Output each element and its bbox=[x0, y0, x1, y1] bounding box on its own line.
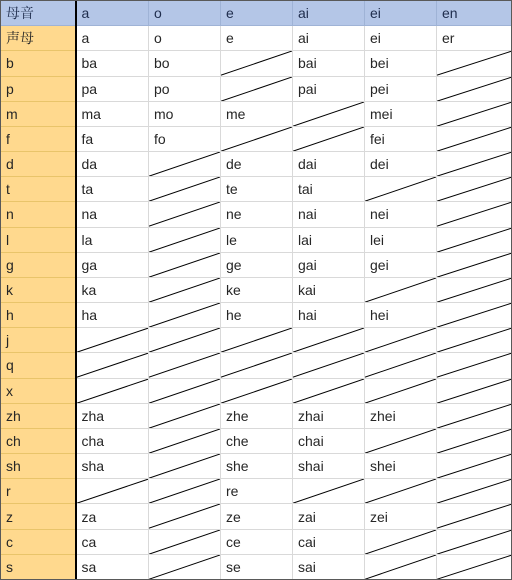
syllable-cell[interactable]: bo bbox=[149, 51, 221, 76]
syllable-cell[interactable]: shei bbox=[365, 454, 437, 479]
empty-cell-struck[interactable] bbox=[437, 101, 512, 126]
diagonal-strike bbox=[77, 479, 149, 503]
syllable-cell[interactable]: mei bbox=[365, 101, 437, 126]
syllable-cell[interactable]: er bbox=[437, 26, 512, 51]
diagonal-strike bbox=[221, 379, 292, 403]
vowel-header-cell[interactable]: en bbox=[437, 1, 512, 26]
diagonal-strike bbox=[221, 77, 292, 101]
diagonal-strike bbox=[437, 253, 512, 277]
diagonal-strike bbox=[149, 404, 220, 428]
syllable-cell[interactable]: le bbox=[221, 227, 293, 252]
diagonal-strike bbox=[149, 177, 220, 201]
empty-cell-struck[interactable] bbox=[149, 252, 221, 277]
syllable-cell[interactable]: ce bbox=[221, 529, 293, 554]
initial-label-cell[interactable]: 声母 bbox=[1, 26, 76, 51]
table-row bbox=[1, 51, 512, 76]
syllable-cell[interactable]: sai bbox=[293, 554, 365, 579]
diagonal-strike bbox=[365, 555, 436, 579]
syllable-cell[interactable]: re bbox=[221, 479, 293, 504]
empty-cell-struck[interactable] bbox=[365, 177, 437, 202]
syllable-cell[interactable]: me bbox=[221, 101, 293, 126]
initial-label-cell[interactable]: c bbox=[1, 529, 76, 554]
diagonal-strike bbox=[149, 253, 220, 277]
diagonal-strike bbox=[149, 303, 220, 327]
diagonal-strike bbox=[149, 278, 220, 302]
syllable-cell[interactable]: fo bbox=[149, 126, 221, 151]
syllable-cell[interactable]: dei bbox=[365, 152, 437, 177]
diagonal-strike bbox=[77, 353, 149, 377]
diagonal-strike bbox=[437, 228, 512, 252]
diagonal-strike bbox=[149, 328, 220, 352]
empty-cell-struck[interactable] bbox=[76, 378, 149, 403]
syllable-cell[interactable]: se bbox=[221, 554, 293, 579]
diagonal-strike bbox=[437, 504, 512, 528]
empty-cell-struck[interactable] bbox=[293, 353, 365, 378]
initial-label-cell[interactable]: j bbox=[1, 328, 76, 353]
syllable-cell[interactable]: zhai bbox=[293, 403, 365, 428]
diagonal-strike bbox=[149, 202, 220, 226]
syllable-cell[interactable]: tai bbox=[293, 177, 365, 202]
table-row bbox=[1, 479, 512, 504]
table-row bbox=[1, 252, 512, 277]
empty-cell-struck[interactable] bbox=[365, 529, 437, 554]
empty-cell-struck[interactable] bbox=[221, 51, 293, 76]
syllable-cell[interactable]: nei bbox=[365, 202, 437, 227]
empty-cell-struck[interactable] bbox=[149, 479, 221, 504]
diagonal-strike bbox=[293, 479, 364, 503]
empty-cell-struck[interactable] bbox=[293, 479, 365, 504]
diagonal-strike bbox=[149, 429, 220, 453]
empty-cell-struck[interactable] bbox=[365, 428, 437, 453]
syllable-cell[interactable]: shai bbox=[293, 454, 365, 479]
empty-cell-struck[interactable] bbox=[437, 353, 512, 378]
diagonal-strike bbox=[149, 379, 220, 403]
empty-cell-struck[interactable] bbox=[365, 479, 437, 504]
syllable-cell[interactable]: za bbox=[76, 504, 149, 529]
syllable-cell[interactable]: ta bbox=[76, 177, 149, 202]
empty-cell-struck[interactable] bbox=[76, 328, 149, 353]
syllable-cell[interactable]: che bbox=[221, 428, 293, 453]
empty-cell-struck[interactable] bbox=[437, 554, 512, 579]
table-row bbox=[1, 76, 512, 101]
empty-cell-struck[interactable] bbox=[437, 529, 512, 554]
diagonal-strike bbox=[437, 127, 512, 151]
initial-label-cell[interactable]: m bbox=[1, 101, 76, 126]
empty-cell-struck[interactable] bbox=[437, 202, 512, 227]
table-row bbox=[1, 353, 512, 378]
vowel-header-cell[interactable]: ai bbox=[293, 1, 365, 26]
syllable-cell[interactable]: ca bbox=[76, 529, 149, 554]
diagonal-strike bbox=[221, 353, 292, 377]
table-row bbox=[1, 554, 512, 579]
diagonal-strike bbox=[365, 353, 436, 377]
syllable-cell[interactable]: ge bbox=[221, 252, 293, 277]
syllable-cell[interactable]: ha bbox=[76, 303, 149, 328]
vowel-header-cell[interactable]: ei bbox=[365, 1, 437, 26]
diagonal-strike bbox=[437, 328, 512, 352]
empty-cell-struck[interactable] bbox=[437, 328, 512, 353]
initial-label-cell[interactable]: t bbox=[1, 177, 76, 202]
syllable-cell[interactable]: na bbox=[76, 202, 149, 227]
diagonal-strike bbox=[437, 77, 512, 101]
diagonal-strike bbox=[149, 504, 220, 528]
initial-label-cell[interactable]: d bbox=[1, 152, 76, 177]
syllable-cell[interactable]: zhe bbox=[221, 403, 293, 428]
syllable-cell[interactable]: o bbox=[149, 26, 221, 51]
empty-cell-struck[interactable] bbox=[437, 126, 512, 151]
initial-label-cell[interactable]: k bbox=[1, 277, 76, 302]
table-row bbox=[1, 126, 512, 151]
vowel-header-cell[interactable]: o bbox=[149, 1, 221, 26]
diagonal-strike bbox=[365, 429, 436, 453]
corner-cell[interactable]: 母音 bbox=[1, 1, 76, 26]
table-row bbox=[1, 101, 512, 126]
table-body bbox=[1, 1, 512, 580]
empty-cell-struck[interactable] bbox=[437, 277, 512, 302]
empty-cell-struck[interactable] bbox=[221, 353, 293, 378]
diagonal-strike bbox=[437, 479, 512, 503]
empty-cell-struck[interactable] bbox=[149, 177, 221, 202]
syllable-cell[interactable]: nai bbox=[293, 202, 365, 227]
diagonal-strike bbox=[365, 278, 436, 302]
empty-cell-struck[interactable] bbox=[437, 428, 512, 453]
diagonal-strike bbox=[77, 328, 149, 352]
empty-cell-struck[interactable] bbox=[437, 403, 512, 428]
diagonal-strike bbox=[221, 127, 292, 151]
diagonal-strike bbox=[149, 353, 220, 377]
diagonal-strike bbox=[437, 379, 512, 403]
table-row bbox=[1, 403, 512, 428]
syllable-cell[interactable]: chai bbox=[293, 428, 365, 453]
syllable-cell[interactable]: bei bbox=[365, 51, 437, 76]
empty-cell-struck[interactable] bbox=[293, 101, 365, 126]
syllable-cell[interactable]: fei bbox=[365, 126, 437, 151]
table-row bbox=[1, 303, 512, 328]
empty-cell-struck[interactable] bbox=[437, 227, 512, 252]
diagonal-strike bbox=[437, 102, 512, 126]
empty-cell-struck[interactable] bbox=[149, 152, 221, 177]
diagonal-strike bbox=[293, 328, 364, 352]
empty-cell-struck[interactable] bbox=[149, 378, 221, 403]
empty-cell-struck[interactable] bbox=[149, 554, 221, 579]
diagonal-strike bbox=[437, 278, 512, 302]
diagonal-strike bbox=[293, 353, 364, 377]
empty-cell-struck[interactable] bbox=[437, 252, 512, 277]
syllable-cell[interactable]: ne bbox=[221, 202, 293, 227]
table-row bbox=[1, 277, 512, 302]
empty-cell-struck[interactable] bbox=[365, 353, 437, 378]
syllable-cell[interactable]: zha bbox=[76, 403, 149, 428]
diagonal-strike bbox=[221, 51, 292, 75]
empty-cell-struck[interactable] bbox=[221, 328, 293, 353]
empty-cell-struck[interactable] bbox=[365, 277, 437, 302]
diagonal-strike bbox=[437, 51, 512, 75]
syllable-cell[interactable]: ba bbox=[76, 51, 149, 76]
syllable-cell[interactable]: a bbox=[76, 26, 149, 51]
diagonal-strike bbox=[365, 479, 436, 503]
diagonal-strike bbox=[437, 202, 512, 226]
diagonal-strike bbox=[149, 454, 220, 478]
diagonal-strike bbox=[293, 102, 364, 126]
table-row bbox=[1, 26, 512, 51]
diagonal-strike bbox=[293, 379, 364, 403]
empty-cell-struck[interactable] bbox=[149, 454, 221, 479]
empty-cell-struck[interactable] bbox=[149, 529, 221, 554]
diagonal-strike bbox=[437, 454, 512, 478]
syllable-cell[interactable]: kai bbox=[293, 277, 365, 302]
syllable-cell[interactable]: hai bbox=[293, 303, 365, 328]
initial-label-cell[interactable]: r bbox=[1, 479, 76, 504]
empty-cell-struck[interactable] bbox=[149, 403, 221, 428]
empty-cell-struck[interactable] bbox=[365, 328, 437, 353]
empty-cell-struck[interactable] bbox=[437, 504, 512, 529]
syllable-cell[interactable]: lei bbox=[365, 227, 437, 252]
syllable-cell[interactable]: ke bbox=[221, 277, 293, 302]
table-row bbox=[1, 454, 512, 479]
empty-cell-struck[interactable] bbox=[149, 202, 221, 227]
vowel-header-cell[interactable]: e bbox=[221, 1, 293, 26]
diagonal-strike bbox=[365, 328, 436, 352]
syllable-cell[interactable]: cha bbox=[76, 428, 149, 453]
table-row bbox=[1, 529, 512, 554]
empty-cell-struck[interactable] bbox=[76, 479, 149, 504]
empty-cell-struck[interactable] bbox=[437, 177, 512, 202]
syllable-cell[interactable]: lai bbox=[293, 227, 365, 252]
diagonal-strike bbox=[437, 404, 512, 428]
empty-cell-struck[interactable] bbox=[149, 328, 221, 353]
syllable-cell[interactable]: dai bbox=[293, 152, 365, 177]
syllable-cell[interactable]: ai bbox=[293, 26, 365, 51]
initial-label-cell[interactable]: s bbox=[1, 554, 76, 579]
empty-cell-struck[interactable] bbox=[293, 328, 365, 353]
empty-cell-struck[interactable] bbox=[437, 479, 512, 504]
header-row bbox=[1, 1, 512, 26]
table-row bbox=[1, 152, 512, 177]
table-row bbox=[1, 378, 512, 403]
diagonal-strike bbox=[365, 530, 436, 554]
initial-label-cell[interactable]: n bbox=[1, 202, 76, 227]
empty-cell-struck[interactable] bbox=[149, 277, 221, 302]
diagonal-strike bbox=[437, 303, 512, 327]
empty-cell-struck[interactable] bbox=[149, 428, 221, 453]
syllable-cell[interactable]: la bbox=[76, 227, 149, 252]
syllable-cell[interactable]: zai bbox=[293, 504, 365, 529]
syllable-cell[interactable]: hei bbox=[365, 303, 437, 328]
initial-label-cell[interactable]: sh bbox=[1, 454, 76, 479]
syllable-cell[interactable]: ze bbox=[221, 504, 293, 529]
syllable-cell[interactable]: e bbox=[221, 26, 293, 51]
diagonal-strike bbox=[437, 530, 512, 554]
syllable-cell[interactable]: ga bbox=[76, 252, 149, 277]
syllable-cell[interactable]: te bbox=[221, 177, 293, 202]
table-row bbox=[1, 227, 512, 252]
diagonal-strike bbox=[437, 555, 512, 579]
initial-label-cell[interactable]: f bbox=[1, 126, 76, 151]
empty-cell-struck[interactable] bbox=[437, 303, 512, 328]
initial-label-cell[interactable]: h bbox=[1, 303, 76, 328]
empty-cell-struck[interactable] bbox=[437, 454, 512, 479]
empty-cell-struck[interactable] bbox=[365, 378, 437, 403]
diagonal-strike bbox=[221, 328, 292, 352]
syllable-cell[interactable]: de bbox=[221, 152, 293, 177]
syllable-cell[interactable]: gai bbox=[293, 252, 365, 277]
syllable-cell[interactable]: fa bbox=[76, 126, 149, 151]
syllable-cell[interactable]: pai bbox=[293, 76, 365, 101]
empty-cell-struck[interactable] bbox=[437, 51, 512, 76]
initial-label-cell[interactable]: p bbox=[1, 76, 76, 101]
empty-cell-struck[interactable] bbox=[437, 76, 512, 101]
initial-label-cell[interactable]: g bbox=[1, 252, 76, 277]
syllable-cell[interactable]: she bbox=[221, 454, 293, 479]
empty-cell-struck[interactable] bbox=[149, 303, 221, 328]
empty-cell-struck[interactable] bbox=[437, 378, 512, 403]
empty-cell-struck[interactable] bbox=[76, 353, 149, 378]
diagonal-strike bbox=[149, 152, 220, 176]
table-row bbox=[1, 177, 512, 202]
empty-cell-struck[interactable] bbox=[149, 353, 221, 378]
syllable-cell[interactable]: sa bbox=[76, 554, 149, 579]
diagonal-strike bbox=[437, 152, 512, 176]
diagonal-strike bbox=[149, 228, 220, 252]
initial-label-cell[interactable]: l bbox=[1, 227, 76, 252]
diagonal-strike bbox=[437, 429, 512, 453]
syllable-cell[interactable]: zei bbox=[365, 504, 437, 529]
empty-cell-struck[interactable] bbox=[149, 504, 221, 529]
syllable-cell[interactable]: ei bbox=[365, 26, 437, 51]
syllable-cell[interactable]: pa bbox=[76, 76, 149, 101]
initial-label-cell[interactable]: ch bbox=[1, 428, 76, 453]
initial-label-cell[interactable]: z bbox=[1, 504, 76, 529]
syllable-cell[interactable]: po bbox=[149, 76, 221, 101]
empty-cell-struck[interactable] bbox=[293, 126, 365, 151]
syllable-cell[interactable]: he bbox=[221, 303, 293, 328]
empty-cell-struck[interactable] bbox=[221, 126, 293, 151]
empty-cell-struck[interactable] bbox=[293, 378, 365, 403]
empty-cell-struck[interactable] bbox=[437, 152, 512, 177]
table-row bbox=[1, 328, 512, 353]
diagonal-strike bbox=[365, 379, 436, 403]
diagonal-strike bbox=[77, 379, 149, 403]
initial-label-cell[interactable]: x bbox=[1, 378, 76, 403]
syllable-cell[interactable]: zhei bbox=[365, 403, 437, 428]
initial-label-cell[interactable]: zh bbox=[1, 403, 76, 428]
syllable-cell[interactable]: bai bbox=[293, 51, 365, 76]
vowel-header-cell[interactable]: a bbox=[76, 1, 149, 26]
empty-cell-struck[interactable] bbox=[149, 227, 221, 252]
diagonal-strike bbox=[437, 177, 512, 201]
syllable-cell[interactable]: ka bbox=[76, 277, 149, 302]
syllable-cell[interactable]: ma bbox=[76, 101, 149, 126]
empty-cell-struck[interactable] bbox=[221, 378, 293, 403]
table-row bbox=[1, 428, 512, 453]
empty-cell-struck[interactable] bbox=[365, 554, 437, 579]
initial-label-cell[interactable]: b bbox=[1, 51, 76, 76]
syllable-cell[interactable]: pei bbox=[365, 76, 437, 101]
table-row bbox=[1, 202, 512, 227]
diagonal-strike bbox=[149, 479, 220, 503]
syllable-cell[interactable]: da bbox=[76, 152, 149, 177]
diagonal-strike bbox=[149, 555, 220, 579]
syllable-cell[interactable]: mo bbox=[149, 101, 221, 126]
diagonal-strike bbox=[365, 177, 436, 201]
diagonal-strike bbox=[437, 353, 512, 377]
empty-cell-struck[interactable] bbox=[221, 76, 293, 101]
syllable-cell[interactable]: cai bbox=[293, 529, 365, 554]
syllable-cell[interactable]: gei bbox=[365, 252, 437, 277]
diagonal-strike bbox=[293, 127, 364, 151]
diagonal-strike bbox=[149, 530, 220, 554]
table-row bbox=[1, 504, 512, 529]
initial-label-cell[interactable]: q bbox=[1, 353, 76, 378]
syllable-cell[interactable]: sha bbox=[76, 454, 149, 479]
